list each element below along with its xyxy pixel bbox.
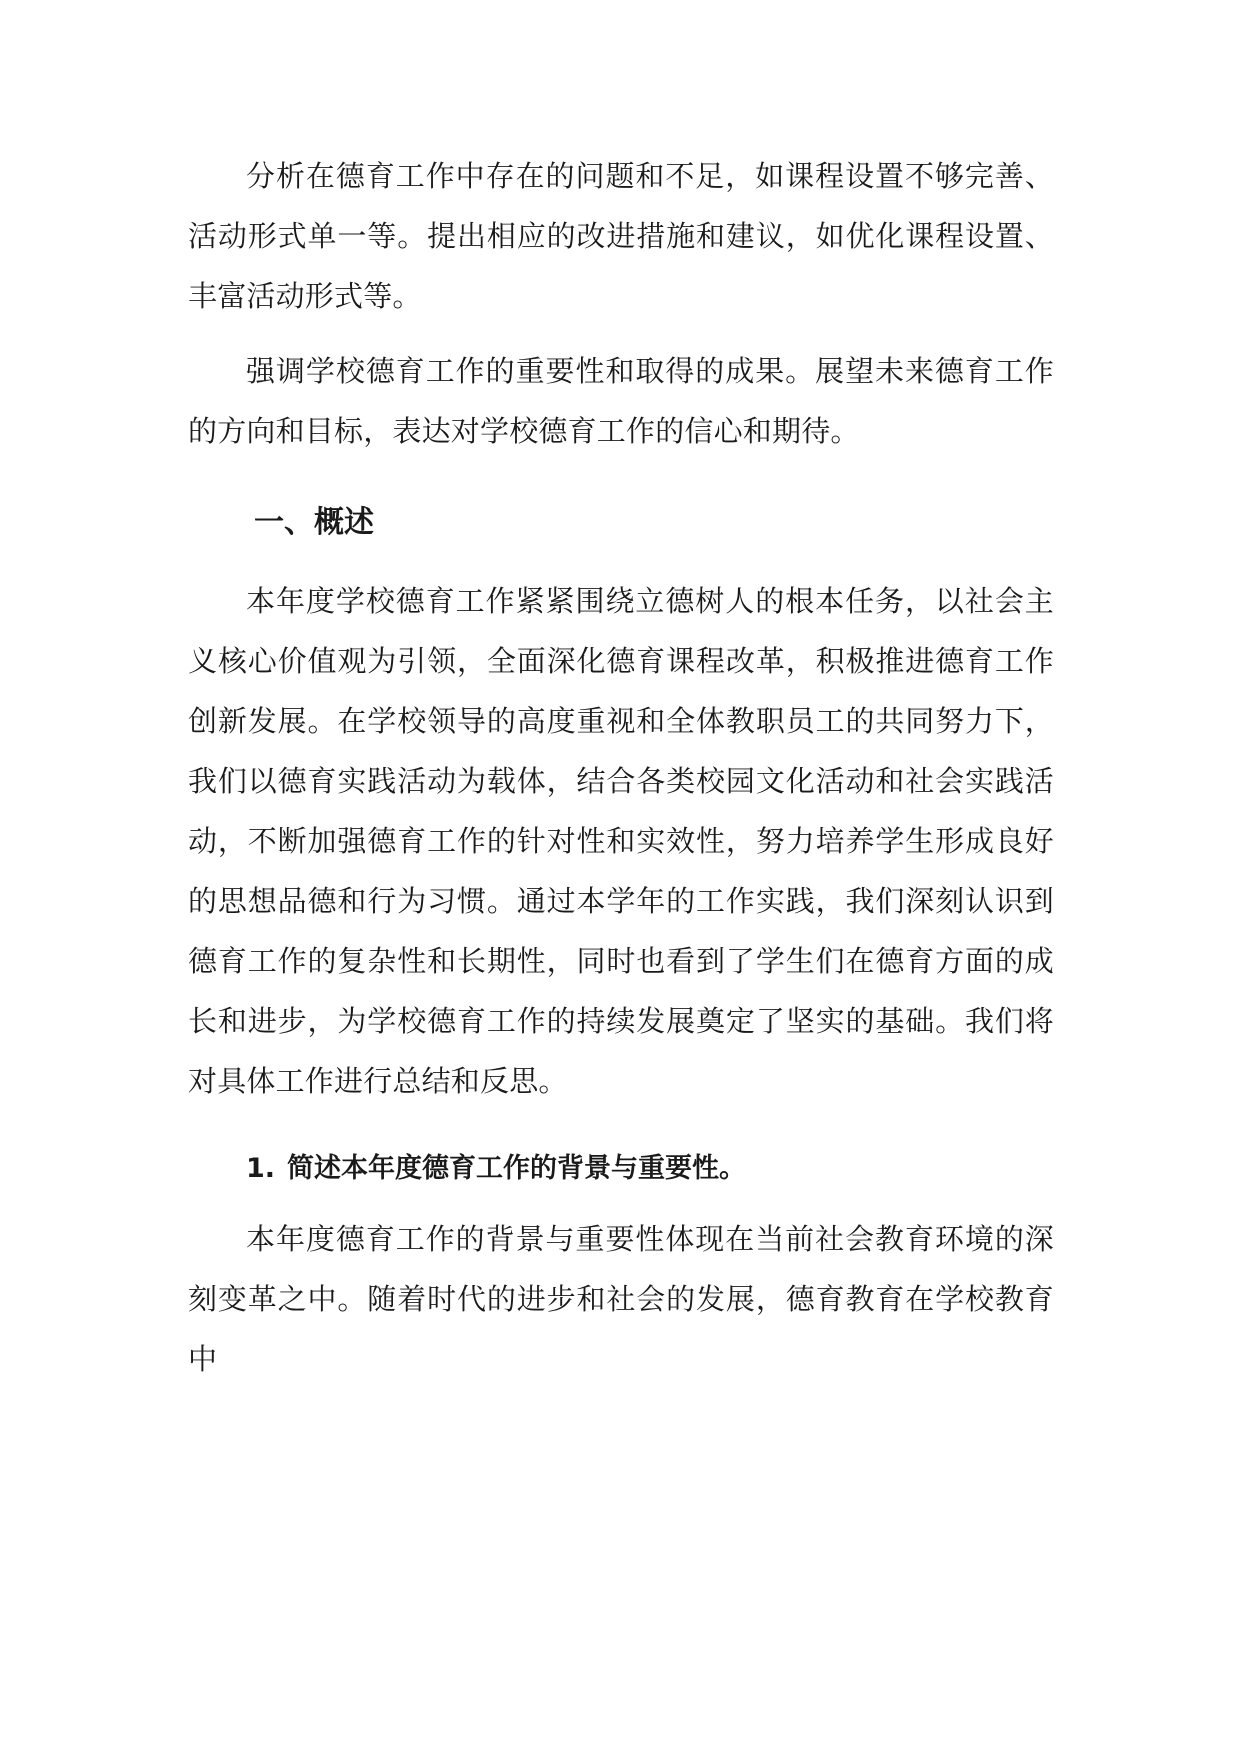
subsection-number: 1. — [246, 1153, 276, 1184]
section-heading-overview: 一、概述 — [254, 505, 374, 540]
document-page — [188, 146, 1054, 1389]
background-paragraph: 本年度德育工作的背景与重要性体现在当前社会教育环境的深刻变革之中。随着时代的进步和社会的发展，德育教育在学校教育中 — [188, 1222, 1054, 1376]
overview-paragraph: 本年度学校德育工作紧紧围绕立德树人的根本任务，以社会主义核心价值观为引领，全面深化德育课程改革，积极推进德育工作创新发展。在学校领导的高度重视和全体教职员工的共同努力下，我们以德育实践活动为载体，结合各类校园文化活动和社会实践活动，不断加强德育工作的针对性和实效性，努力培养学生形成良好的思想品德和行为习惯。通过本学年的工作实践，我们深刻认识到德育工作的复杂性和长期性，同时也看到了学生们在德育方面的成长和进步，为学校德育工作的持续发展奠定了坚实的基础。我们将对具体工作进行总结和反思。 — [188, 584, 1054, 1098]
intro-paragraph-1: 分析在德育工作中存在的问题和不足，如课程设置不够完善、活动形式单一等。提出相应的改进措施和建议，如优化课程设置、丰富活动形式等。 — [188, 159, 1054, 313]
subsection-title: 简述本年度德育工作的背景与重要性。 — [287, 1153, 747, 1184]
intro-paragraph-2: 强调学校德育工作的重要性和取得的成果。展望未来德育工作的方向和目标，表达对学校德育工作的信心和期待。 — [188, 354, 1054, 448]
subsection-heading — [188, 1151, 1054, 1187]
